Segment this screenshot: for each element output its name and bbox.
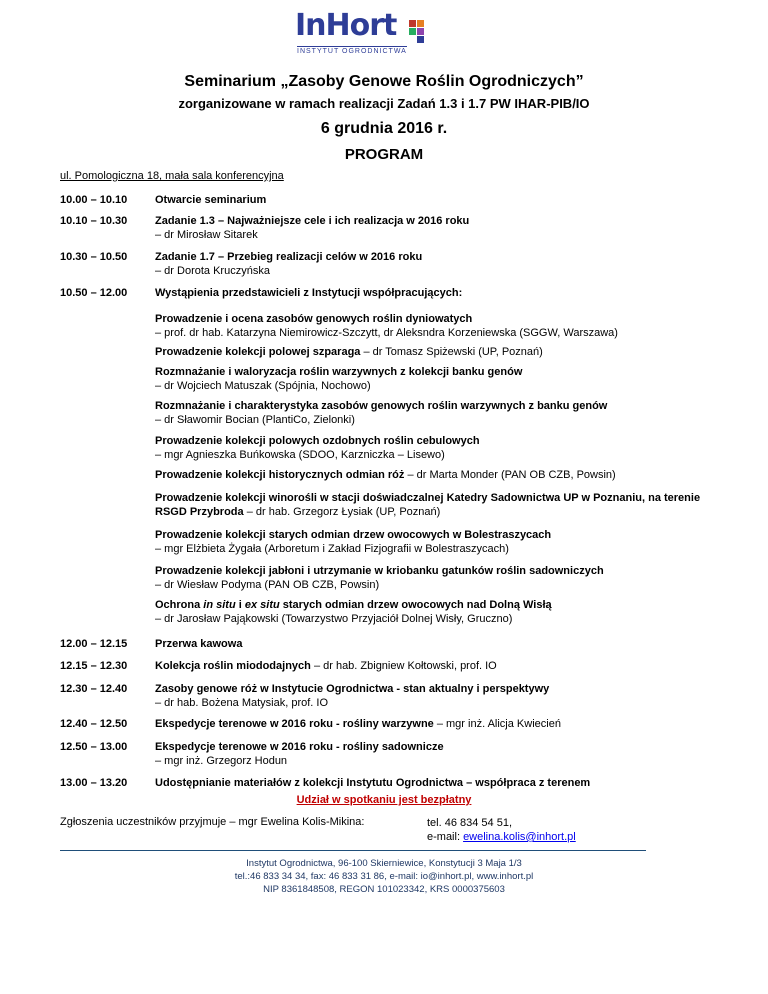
session-title: Przerwa kawowa	[155, 638, 243, 650]
talk-speaker: – mgr Agnieszka Buńkowska (SDOO, Karzniczka – Lisewo)	[155, 449, 445, 461]
talk-item	[155, 468, 715, 482]
talk-speaker: – dr Tomasz Spiżewski (UP, Poznań)	[363, 346, 543, 358]
talk-item	[155, 491, 715, 519]
talk-item	[155, 399, 715, 427]
logo-wordmark: InHort	[295, 8, 397, 43]
session-desc	[155, 659, 710, 673]
talk-item	[155, 564, 715, 592]
footer-registry: NIP 8361848508, REGON 101023342, KRS 0000375603	[263, 884, 505, 895]
logo-square-blue	[417, 36, 424, 43]
contact-email-link[interactable]: ewelina.kolis@inhort.pl	[463, 831, 576, 843]
session-title: Udostępnianie materiałów z kolekcji Instytutu Ogrodnictwa – współpraca z terenem	[155, 777, 591, 789]
talk-speaker: – prof. dr hab. Katarzyna Niemirowicz-Szczytt, dr Aleksndra Korzeniewska (SGGW, Warszawa)	[155, 327, 618, 339]
session-speaker: – mgr inż. Alicja Kwiecień	[436, 718, 561, 730]
talk-item	[155, 598, 715, 626]
talk-title-part: starych odmian drzew owocowych nad Dolną Wisłą	[279, 599, 552, 611]
talk-item	[155, 528, 715, 556]
session-desc	[155, 740, 710, 768]
session-desc	[155, 250, 710, 278]
talk-title: Prowadzenie kolekcji historycznych odmian róż	[155, 469, 405, 481]
session-title: Otwarcie seminarium	[155, 194, 267, 206]
session-speaker: – mgr inż. Grzegorz Hodun	[155, 755, 288, 767]
contact-info	[427, 816, 576, 844]
contact-email-line	[427, 830, 576, 844]
time-slot: 12.30 – 12.40	[60, 683, 128, 695]
talk-title-italic: in situ	[203, 599, 236, 611]
registration-text: Zgłoszenia uczestników przyjmuje – mgr Ewelina Kolis-Mikina:	[60, 816, 365, 828]
talk-title: Prowadzenie kolekcji polowej szparaga	[155, 346, 361, 358]
email-label: e-mail:	[427, 831, 464, 843]
session-desc	[155, 214, 710, 242]
talk-item	[155, 365, 715, 393]
talk-title: Rozmnażanie i charakterystyka zasobów genowych roślin warzywnych z banku genów	[155, 400, 608, 412]
time-slot: 12.40 – 12.50	[60, 718, 128, 730]
talk-title: Prowadzenie kolekcji jabłoni i utrzymanie w kriobanku gatunków roślin sadowniczych	[155, 565, 604, 577]
session-title: Zasoby genowe róż w Instytucie Ogrodnictwa - stan aktualny i perspektywy	[155, 683, 550, 695]
footer-address: Instytut Ogrodnictwa, 96-100 Skierniewice, Konstytucji 3 Maja 1/3	[246, 858, 522, 869]
logo-square-green	[409, 28, 416, 35]
time-slot: 10.00 – 10.10	[60, 194, 128, 206]
contact-phone: tel. 46 834 54 51,	[427, 817, 513, 829]
time-slot: 12.15 – 12.30	[60, 660, 128, 672]
venue-address: ul. Pomologiczna 18, mała sala konferencyjna	[60, 170, 284, 182]
talk-title	[155, 598, 715, 612]
talk-item	[155, 312, 715, 340]
talk-title: Prowadzenie kolekcji starych odmian drzew owocowych w Bolestraszycach	[155, 529, 552, 541]
talk-speaker: – mgr Elżbieta Żygała (Arboretum i Zakład Fizjografii w Bolestraszycach)	[155, 543, 509, 555]
talk-item	[155, 434, 715, 462]
talk-title: Prowadzenie i ocena zasobów genowych roślin dyniowatych	[155, 313, 473, 325]
logo-square-red	[409, 20, 416, 27]
time-slot: 10.30 – 10.50	[60, 251, 128, 263]
seminar-date: 6 grudnia 2016 r.	[320, 120, 448, 137]
talk-speaker: – dr Wiesław Podyma (PAN OB CZB, Powsin)	[155, 579, 380, 591]
program-heading: PROGRAM	[344, 146, 424, 163]
session-speaker: – dr hab. Bożena Matysiak, prof. IO	[155, 697, 329, 709]
logo-square-purple	[417, 28, 424, 35]
session-speaker: – dr hab. Zbigniew Kołtowski, prof. IO	[313, 660, 497, 672]
time-slot: 10.50 – 12.00	[60, 287, 128, 299]
seminar-subtitle: zorganizowane w ramach realizacji Zadań 1.3 i 1.7 PW IHAR-PIB/IO	[178, 96, 590, 111]
talk-title-italic: ex situ	[244, 599, 280, 611]
session-title: Zadanie 1.3 – Najważniejsze cele i ich realizacja w 2016 roku	[155, 215, 470, 227]
talk-speaker: – dr Sławomir Bocian (PlantiCo, Zielonki)	[155, 414, 355, 426]
talk-item	[155, 345, 715, 359]
talk-speaker: – dr Wojciech Matuszak (Spójnia, Nochowo)	[155, 380, 371, 392]
talk-speaker: – dr Jarosław Pająkowski (Towarzystwo Przyjaciół Dolnej Wisły, Gruczno)	[155, 613, 513, 625]
session-desc	[155, 717, 710, 731]
free-attendance-note: Udział w spotkaniu jest bezpłatny	[296, 794, 472, 806]
talk-title: Prowadzenie kolekcji polowych ozdobnych roślin cebulowych	[155, 435, 480, 447]
talk-title: Prowadzenie kolekcji winorośli w stacji doświadczalnej Katedry Sadownictwa UP w Poznaniu, na terenie RSGD Przybroda	[155, 492, 701, 518]
inhort-logo	[291, 8, 431, 55]
session-title: Zadanie 1.7 – Przebieg realizacji celów w 2016 roku	[155, 251, 423, 263]
talk-speaker: – dr Marta Monder (PAN OB CZB, Powsin)	[407, 469, 616, 481]
talk-speaker: – dr hab. Grzegorz Łysiak (UP, Poznań)	[246, 506, 441, 518]
talk-title-part: i	[235, 599, 245, 611]
session-desc	[155, 776, 710, 790]
footer-contacts: tel.:46 833 34 34, fax: 46 833 31 86, e-mail: io@inhort.pl, www.inhort.pl	[234, 871, 534, 882]
talk-title: Rozmnażanie i waloryzacja roślin warzywnych z kolekcji banku genów	[155, 366, 523, 378]
time-slot: 12.50 – 13.00	[60, 741, 128, 753]
talk-title-part: Ochrona	[155, 599, 204, 611]
session-title: Ekspedycje terenowe w 2016 roku - rośliny sadownicze	[155, 741, 444, 753]
session-desc	[155, 682, 710, 710]
time-slot: 10.10 – 10.30	[60, 215, 128, 227]
logo-subtitle: INSTYTUT OGRODNICTWA	[297, 48, 407, 55]
footer	[0, 857, 768, 896]
time-slot: 13.00 – 13.20	[60, 777, 128, 789]
session-speaker: – dr Dorota Kruczyńska	[155, 265, 270, 277]
session-title: Kolekcja roślin miododajnych	[155, 660, 311, 672]
footer-divider	[60, 850, 646, 851]
session-title: Wystąpienia przedstawicieli z Instytucji współpracujących:	[155, 287, 463, 299]
session-title: Ekspedycje terenowe w 2016 roku - rośliny warzywne	[155, 718, 434, 730]
logo-square-orange	[417, 20, 424, 27]
seminar-title: Seminarium „Zasoby Genowe Roślin Ogrodniczych”	[184, 73, 584, 90]
session-speaker: – dr Mirosław Sitarek	[155, 229, 258, 241]
time-slot: 12.00 – 12.15	[60, 638, 128, 650]
